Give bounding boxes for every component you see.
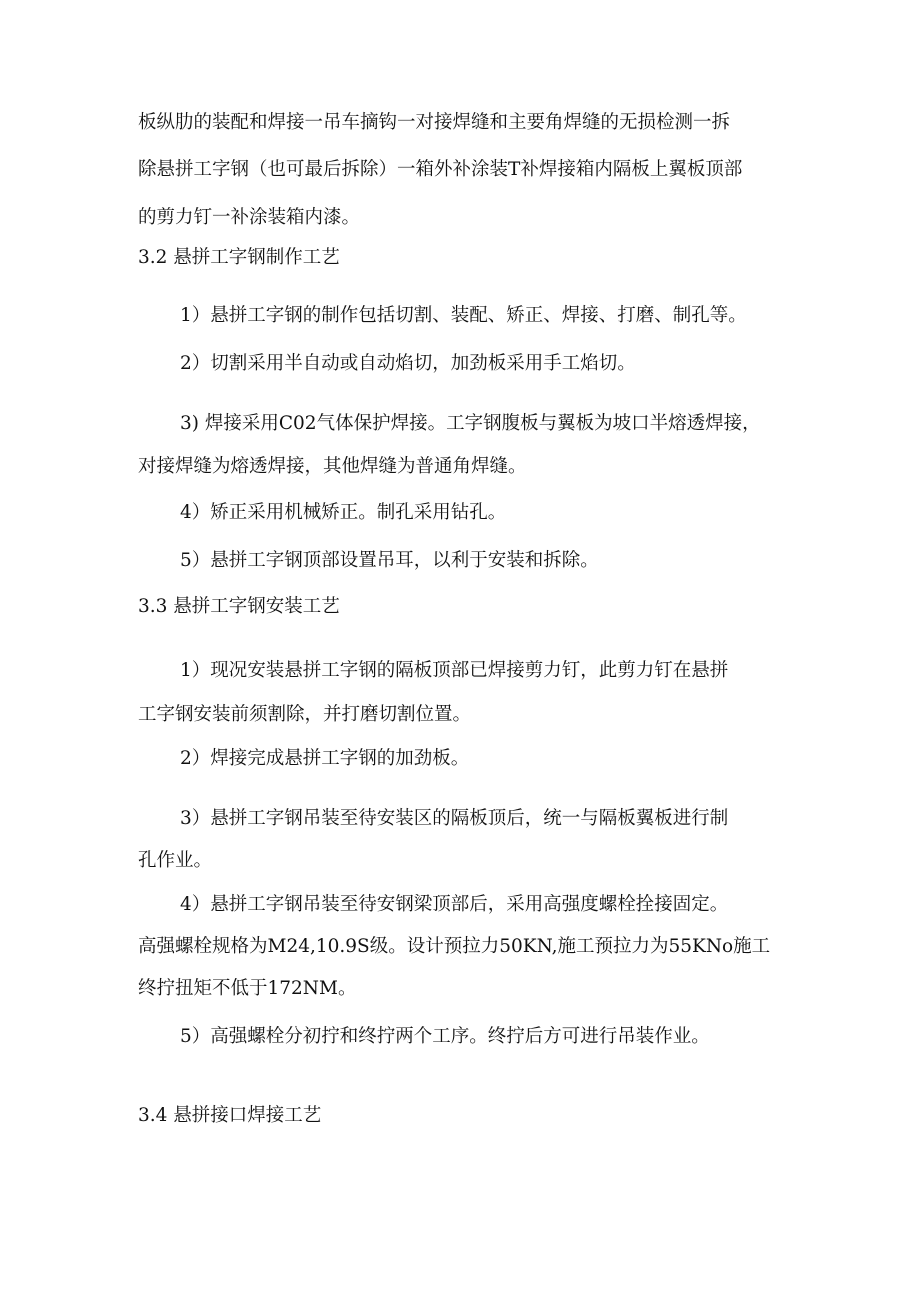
s32-item-3-line-1: 3) 焊接采用C02气体保护焊接。工字钢腹板与翼板为坡口半熔透焊接， [180, 413, 761, 434]
s33-item-3-line-2: 孔作业。 [138, 850, 213, 871]
section-heading-3-2: 3.2 悬拼工字钢制作工艺 [138, 247, 340, 268]
s33-item-1-line-1: 1）现况安装悬拼工字钢的隔板顶部已焊接剪力钉，此剪力钉在悬拼 [180, 660, 729, 681]
s32-item-4: 4）矫正采用机械矫正。制孔采用钻孔。 [180, 502, 507, 523]
s33-item-5: 5）高强螺栓分初拧和终拧两个工序。终拧后方可进行吊装作业。 [180, 1026, 710, 1047]
s32-item-3-line-2: 对接焊缝为熔透焊接，其他焊缝为普通角焊缝。 [138, 456, 527, 477]
section-heading-3-4: 3.4 悬拼接口焊接工艺 [138, 1105, 322, 1126]
section-heading-3-3: 3.3 悬拼工字钢安装工艺 [138, 596, 340, 617]
s32-item-5: 5）悬拼工字钢顶部设置吊耳，以利于安装和拆除。 [180, 550, 599, 571]
s33-item-1-line-2: 工字钢安装前须割除，并打磨切割位置。 [138, 704, 472, 725]
s33-item-3-line-1: 3）悬拼工字钢吊装至待安装区的隔板顶后，统一与隔板翼板进行制 [180, 808, 729, 829]
s33-item-4-line-2: 高强螺栓规格为M24,10.9S级。设计预拉力50KN,施工预拉力为55KNo施工 [138, 936, 771, 957]
intro-line-2: 除悬拼工字钢（也可最后拆除）一箱外补涂装T补焊接箱内隔板上翼板顶部 [138, 159, 743, 180]
s32-item-2: 2）切割采用半自动或自动焰切，加劲板采用手工焰切。 [180, 353, 636, 374]
s33-item-4-line-1: 4）悬拼工字钢吊装至待安钢梁顶部后，采用高强度螺栓拴接固定。 [180, 894, 729, 915]
s32-item-1: 1）悬拼工字钢的制作包括切割、装配、矫正、焊接、打磨、制孔等。 [180, 305, 747, 326]
s33-item-2: 2）焊接完成悬拼工字钢的加劲板。 [180, 748, 470, 769]
s33-item-4-line-3: 终拧扭矩不低于172NM。 [138, 978, 357, 999]
intro-line-1: 板纵肋的装配和焊接一吊车摘钩一对接焊缝和主要角焊缝的无损检测一拆 [138, 112, 731, 133]
intro-line-3: 的剪力钉一补涂装箱内漆。 [138, 207, 361, 228]
